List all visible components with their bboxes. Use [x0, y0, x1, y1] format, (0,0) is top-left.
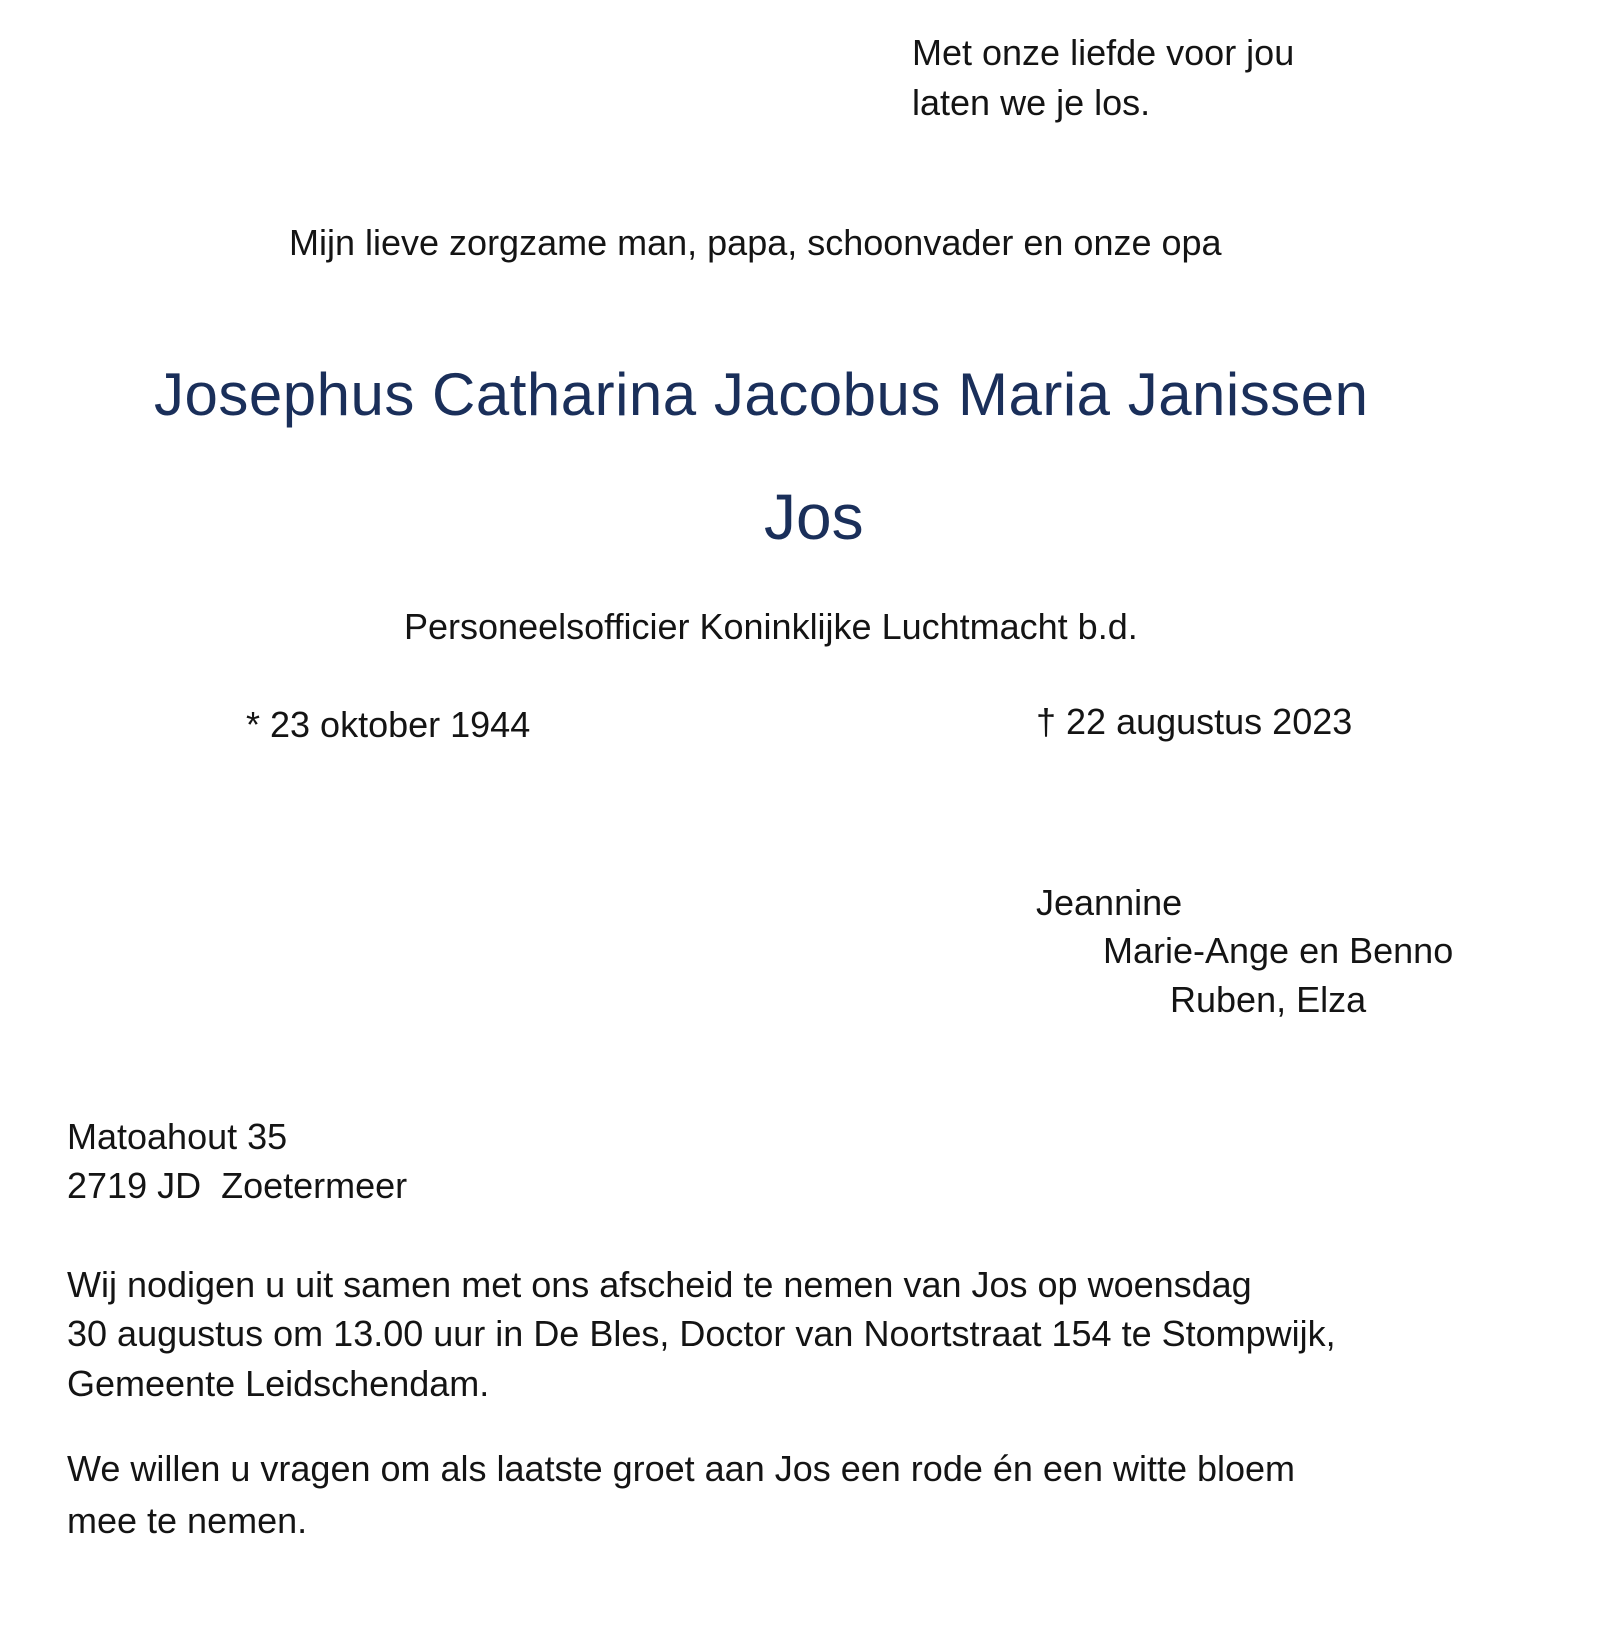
- motto-line-2: laten we je los.: [912, 82, 1151, 123]
- birth-date: * 23 oktober 1944: [246, 704, 531, 745]
- intro-text: Mijn lieve zorgzame man, papa, schoonvader en onze opa: [289, 222, 1222, 263]
- request-line: mee te nemen.: [67, 1500, 308, 1541]
- death-date: † 22 augustus 2023: [1036, 701, 1353, 742]
- occupation-title: Personeelsofficier Koninklijke Luchtmacht b.d.: [404, 606, 1138, 647]
- address-street: Matoahout 35: [67, 1116, 288, 1157]
- family-member: Ruben, Elza: [1170, 979, 1367, 1020]
- address-city: 2719 JD Zoetermeer: [67, 1165, 408, 1206]
- invitation-line: 30 augustus om 13.00 uur in De Bles, Doctor van Noortstraat 154 te Stompwijk,: [67, 1313, 1336, 1354]
- family-member: Marie-Ange en Benno: [1103, 930, 1454, 971]
- full-name: Josephus Catharina Jacobus Maria Janissen: [154, 361, 1369, 428]
- motto-line-1: Met onze liefde voor jou: [912, 32, 1295, 73]
- invitation-line: Wij nodigen u uit samen met ons afscheid te nemen van Jos op woensdag: [67, 1264, 1252, 1305]
- nickname: Jos: [764, 481, 864, 553]
- request-line: We willen u vragen om als laatste groet aan Jos een rode én een witte bloem: [67, 1448, 1296, 1489]
- invitation-line: Gemeente Leidschendam.: [67, 1363, 490, 1404]
- family-member: Jeannine: [1036, 882, 1183, 923]
